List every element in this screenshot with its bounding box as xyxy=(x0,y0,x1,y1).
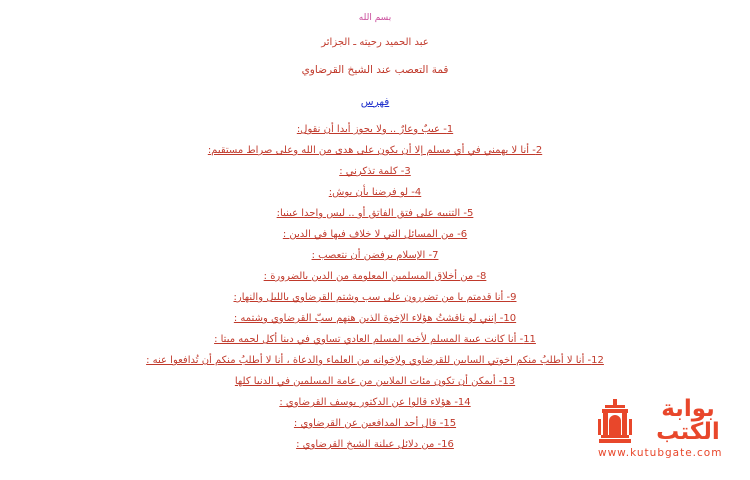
toc-item[interactable]: 3- كلمة تذكرني : xyxy=(339,165,411,177)
toc-item[interactable]: 2- أنا لا يهمني في أي مسلم إلا أن يكون على هدى من الله وعلى صراط مستقيم: xyxy=(207,144,543,156)
archway-icon xyxy=(598,399,632,443)
toc-item[interactable]: 12- أنا لا أطلبُ منكم اخوتي السابين للقرضاوي ولإخوانه من العلماء والدعاة ، أنا لا أطلبُ منكم أن تُدافعوا عنه : xyxy=(146,354,604,366)
toc-item[interactable]: 15- قال أحد المدافعين عن القرضاوي : xyxy=(293,417,457,429)
site-watermark xyxy=(598,398,738,470)
toc-item[interactable]: 1- عيبٌ وعارٌ .. ولا يجوز أبدا أن نقول: xyxy=(296,123,454,135)
toc-item[interactable]: 7- الإسلام يرفضن أن نتعصب : xyxy=(311,249,439,261)
basmala-line: بسم الله xyxy=(358,13,392,23)
watermark-row xyxy=(598,398,738,444)
toc-item[interactable]: 11- أنا كانت عيبة المسلم لأخيه المسلم العادي تساوي في دينا أكل لحمه ميتا : xyxy=(214,333,536,345)
toc-item[interactable]: 9- أنا قدمتم يا من تضررون على سب وشتم القرضاوي بالليل والنهار: xyxy=(233,291,517,303)
toc-item[interactable]: 10- إنني لو ناقشتُ هؤلاء الإخوة الذين هنهم سبّ القرضاوي وشتمه : xyxy=(233,312,517,324)
document-title: قمة التعصب عند الشيخ القرضاوي xyxy=(301,63,449,76)
toc-item[interactable]: 5- التنبيه على فتق الفاتق أو .. ليس واجدا عينيا: xyxy=(276,207,474,219)
toc-item[interactable]: 8- من أخلاق المسلمين المعلومة من الدين بالضرورة : xyxy=(263,270,487,282)
toc-item[interactable]: 4- لو فرضنا بأن بوش: xyxy=(328,186,422,198)
watermark-url: www.kutubgate.com xyxy=(598,447,723,459)
index-link[interactable]: فهرس xyxy=(360,95,390,108)
watermark-title: بوابة الكتب xyxy=(656,396,720,445)
toc-item[interactable]: 6- من المسائل التي لا خلاف فيها في الدين : xyxy=(282,228,468,240)
toc-item[interactable]: 14- هؤلاء قالوا عن الدكتور يوسف القرضاوي : xyxy=(279,396,471,408)
toc-item[interactable]: 16- من دلائل عبلنة الشيخ القرضاوي : xyxy=(296,438,454,450)
toc-item[interactable]: 13- أيمكن أن تكون مئات الملايين من عامة المسلمين في الدنيا كلها xyxy=(234,375,516,387)
author-line: عبد الحميد رحيته ـ الجزائر xyxy=(321,37,429,49)
